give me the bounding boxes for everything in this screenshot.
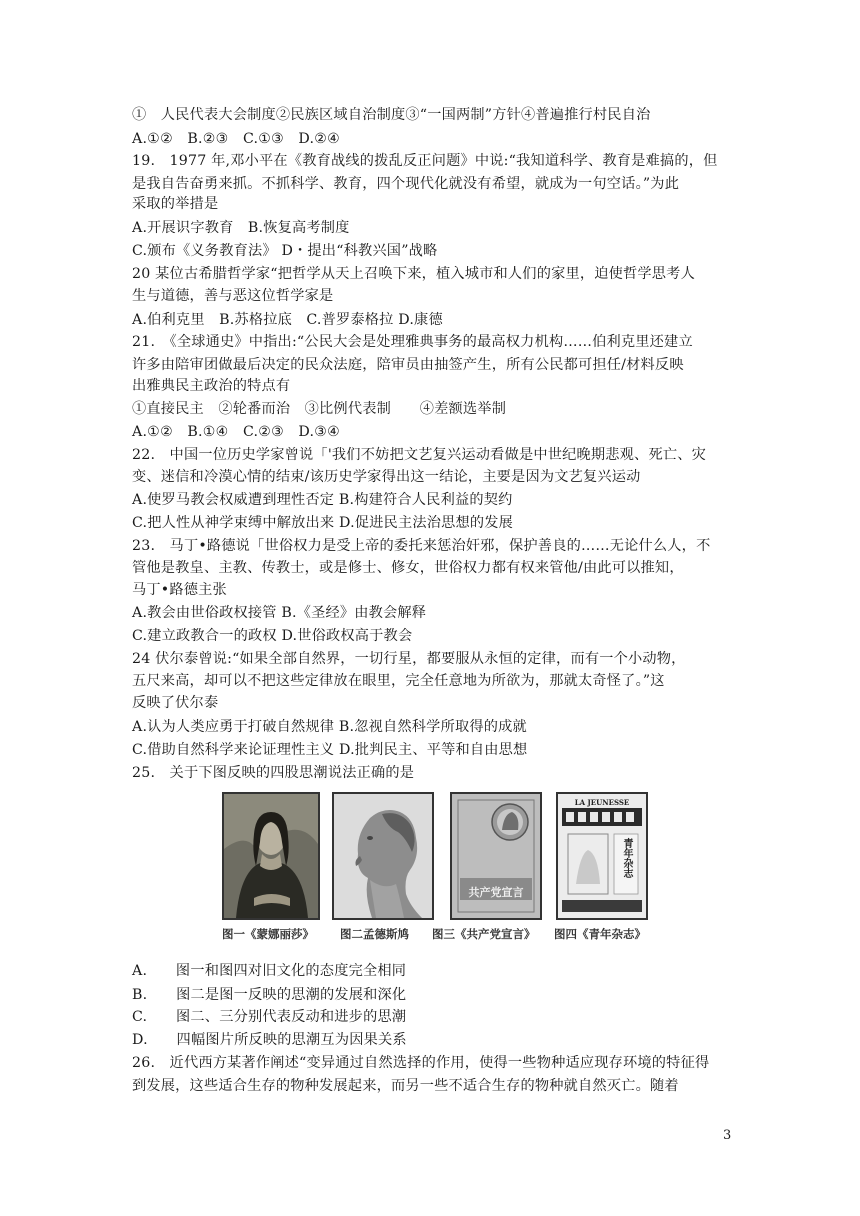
text-line: A.教会由世俗政权接管 B.《圣经》由教会解释 [132,605,427,621]
page-number: 3 [723,1128,732,1143]
text-line: D. 四幅图片所反映的思潮互为因果关系 [132,1032,407,1048]
new-youth-magazine-picture [556,792,648,920]
communist-manifesto-picture [450,792,542,920]
caption-figure-4: 图四《青年杂志》 [554,927,646,941]
text-line: 马丁•路德主张 [132,582,227,598]
caption-figure-3: 图三《共产党宣言》 [432,927,536,941]
text-line: 21. 《全球通史》中指出:“公民大会是处理雅典事务的最高权力机构……伯利克里还建立 [132,334,693,350]
text-line: C.颁布《义务教育法》 D・提出“科教兴国”战略 [132,243,438,259]
text-line: 采取的举措是 [132,196,219,212]
text-line: 变、迷信和冷漠心情的结束/该历史学家得出这一结论，主要是因为文艺复兴运动 [132,469,641,485]
magazine-header-text: LA JEUNESSE [574,798,630,807]
text-line: 24 伏尔泰曾说:“如果全部自然界，一切行星，都要服从永恒的定律，而有一个小动物， [132,651,686,667]
text-line: 五尺来高，却可以不把这些定律放在眼里，完全任意地为所欲为，那就太奇怪了。”这 [132,673,665,689]
text-line: 23. 马丁•路德说「世俗权力是受上帝的委托来惩治奸邪，保护善良的……无论什么人，不 [132,538,711,554]
text-line: 出雅典民主政治的特点有 [132,378,291,394]
text-line: C.建立政教合一的政权 D.世俗政权高于教会 [132,628,413,644]
text-line: B. 图二是图一反映的思潮的发展和深化 [132,987,407,1003]
caption-figure-2: 图二孟德斯鸠 [340,927,409,941]
text-line: C.借助自然科学来论证理性主义 D.批判民主、平等和自由思想 [132,742,528,758]
text-line: 管他是教皇、主教、传教士，或是修士、修女，世俗权力都有权来管他/由此可以推知， [132,560,684,576]
text-line: 是我自告奋勇来抓。不抓科学、教育，四个现代化就没有希望，就成为一句空话。”为此 [132,176,680,192]
montesquieu-picture [332,792,434,920]
text-line: 20 某位古希腊哲学家“把哲学从天上召唤下来，植入城市和人们的家里，迫使哲学思考人 [132,266,695,282]
text-line: 生与道德，善与恶这位哲学家是 [132,288,334,304]
text-line: A.伯利克里 B.苏格拉底 C.普罗泰格拉 D.康德 [132,312,443,328]
text-line: A.认为人类应勇于打破自然规律 B.忽视自然科学所取得的成就 [132,719,527,735]
mona-lisa-picture [222,792,320,920]
text-line: A.开展识字教育 B.恢复高考制度 [132,220,350,236]
text-line: 19. 1977 年,邓小平在《教育战线的拨乱反正问题》中说:“我知道科学、教育是难搞的，但 [132,153,718,169]
text-line: A.①② B.②③ C.①③ D.②④ [132,131,341,147]
text-line: 许多由陪审团做最后决定的民众法庭，陪审员由抽签产生，所有公民都可担任/材料反映 [132,357,684,373]
montesquieu-drawing [334,794,432,918]
text-line: C.把人性从神学束缚中解放出来 D.促进民主法治思想的发展 [132,515,514,531]
text-line: 反映了伏尔泰 [132,695,219,711]
manifesto-cover-title: 共产党宣言 [468,886,524,899]
magazine-cover-title: 青年杂志 [621,838,632,878]
text-line: 26. 近代西方某著作阐述“变异通过自然选择的作用，使得一些物种适应现存环境的特征得 [132,1055,710,1071]
caption-figure-1: 图一《蒙娜丽莎》 [222,927,314,941]
four-pictures-figure [218,788,650,948]
text-line: ① 人民代表大会制度②民族区域自治制度③“一国两制”方针④普遍推行村民自治 [132,107,651,123]
text-line: A. 图一和图四对旧文化的态度完全相同 [132,963,407,979]
text-line: A.①② B.①④ C.②③ D.③④ [132,424,341,440]
text-line: ①直接民主 ②轮番而治 ③比例代表制 ④差额选举制 [132,401,507,417]
text-line: 22. 中国一位历史学家曾说「'我们不妨把文艺复兴运动看做是中世纪晚期悲观、死亡、灾 [132,447,706,463]
text-line: 25. 关于下图反映的四股思潮说法正确的是 [132,765,415,781]
text-line: C. 图二、三分别代表反动和进步的思潮 [132,1009,407,1025]
mona-lisa-drawing [224,794,318,918]
text-line: A.使罗马教会权威遭到理性否定 B.构建符合人民利益的契约 [132,492,513,508]
text-line: 到发展，这些适合生存的物种发展起来，而另一些不适合生存的物种就自然灭亡。随着 [132,1078,679,1094]
